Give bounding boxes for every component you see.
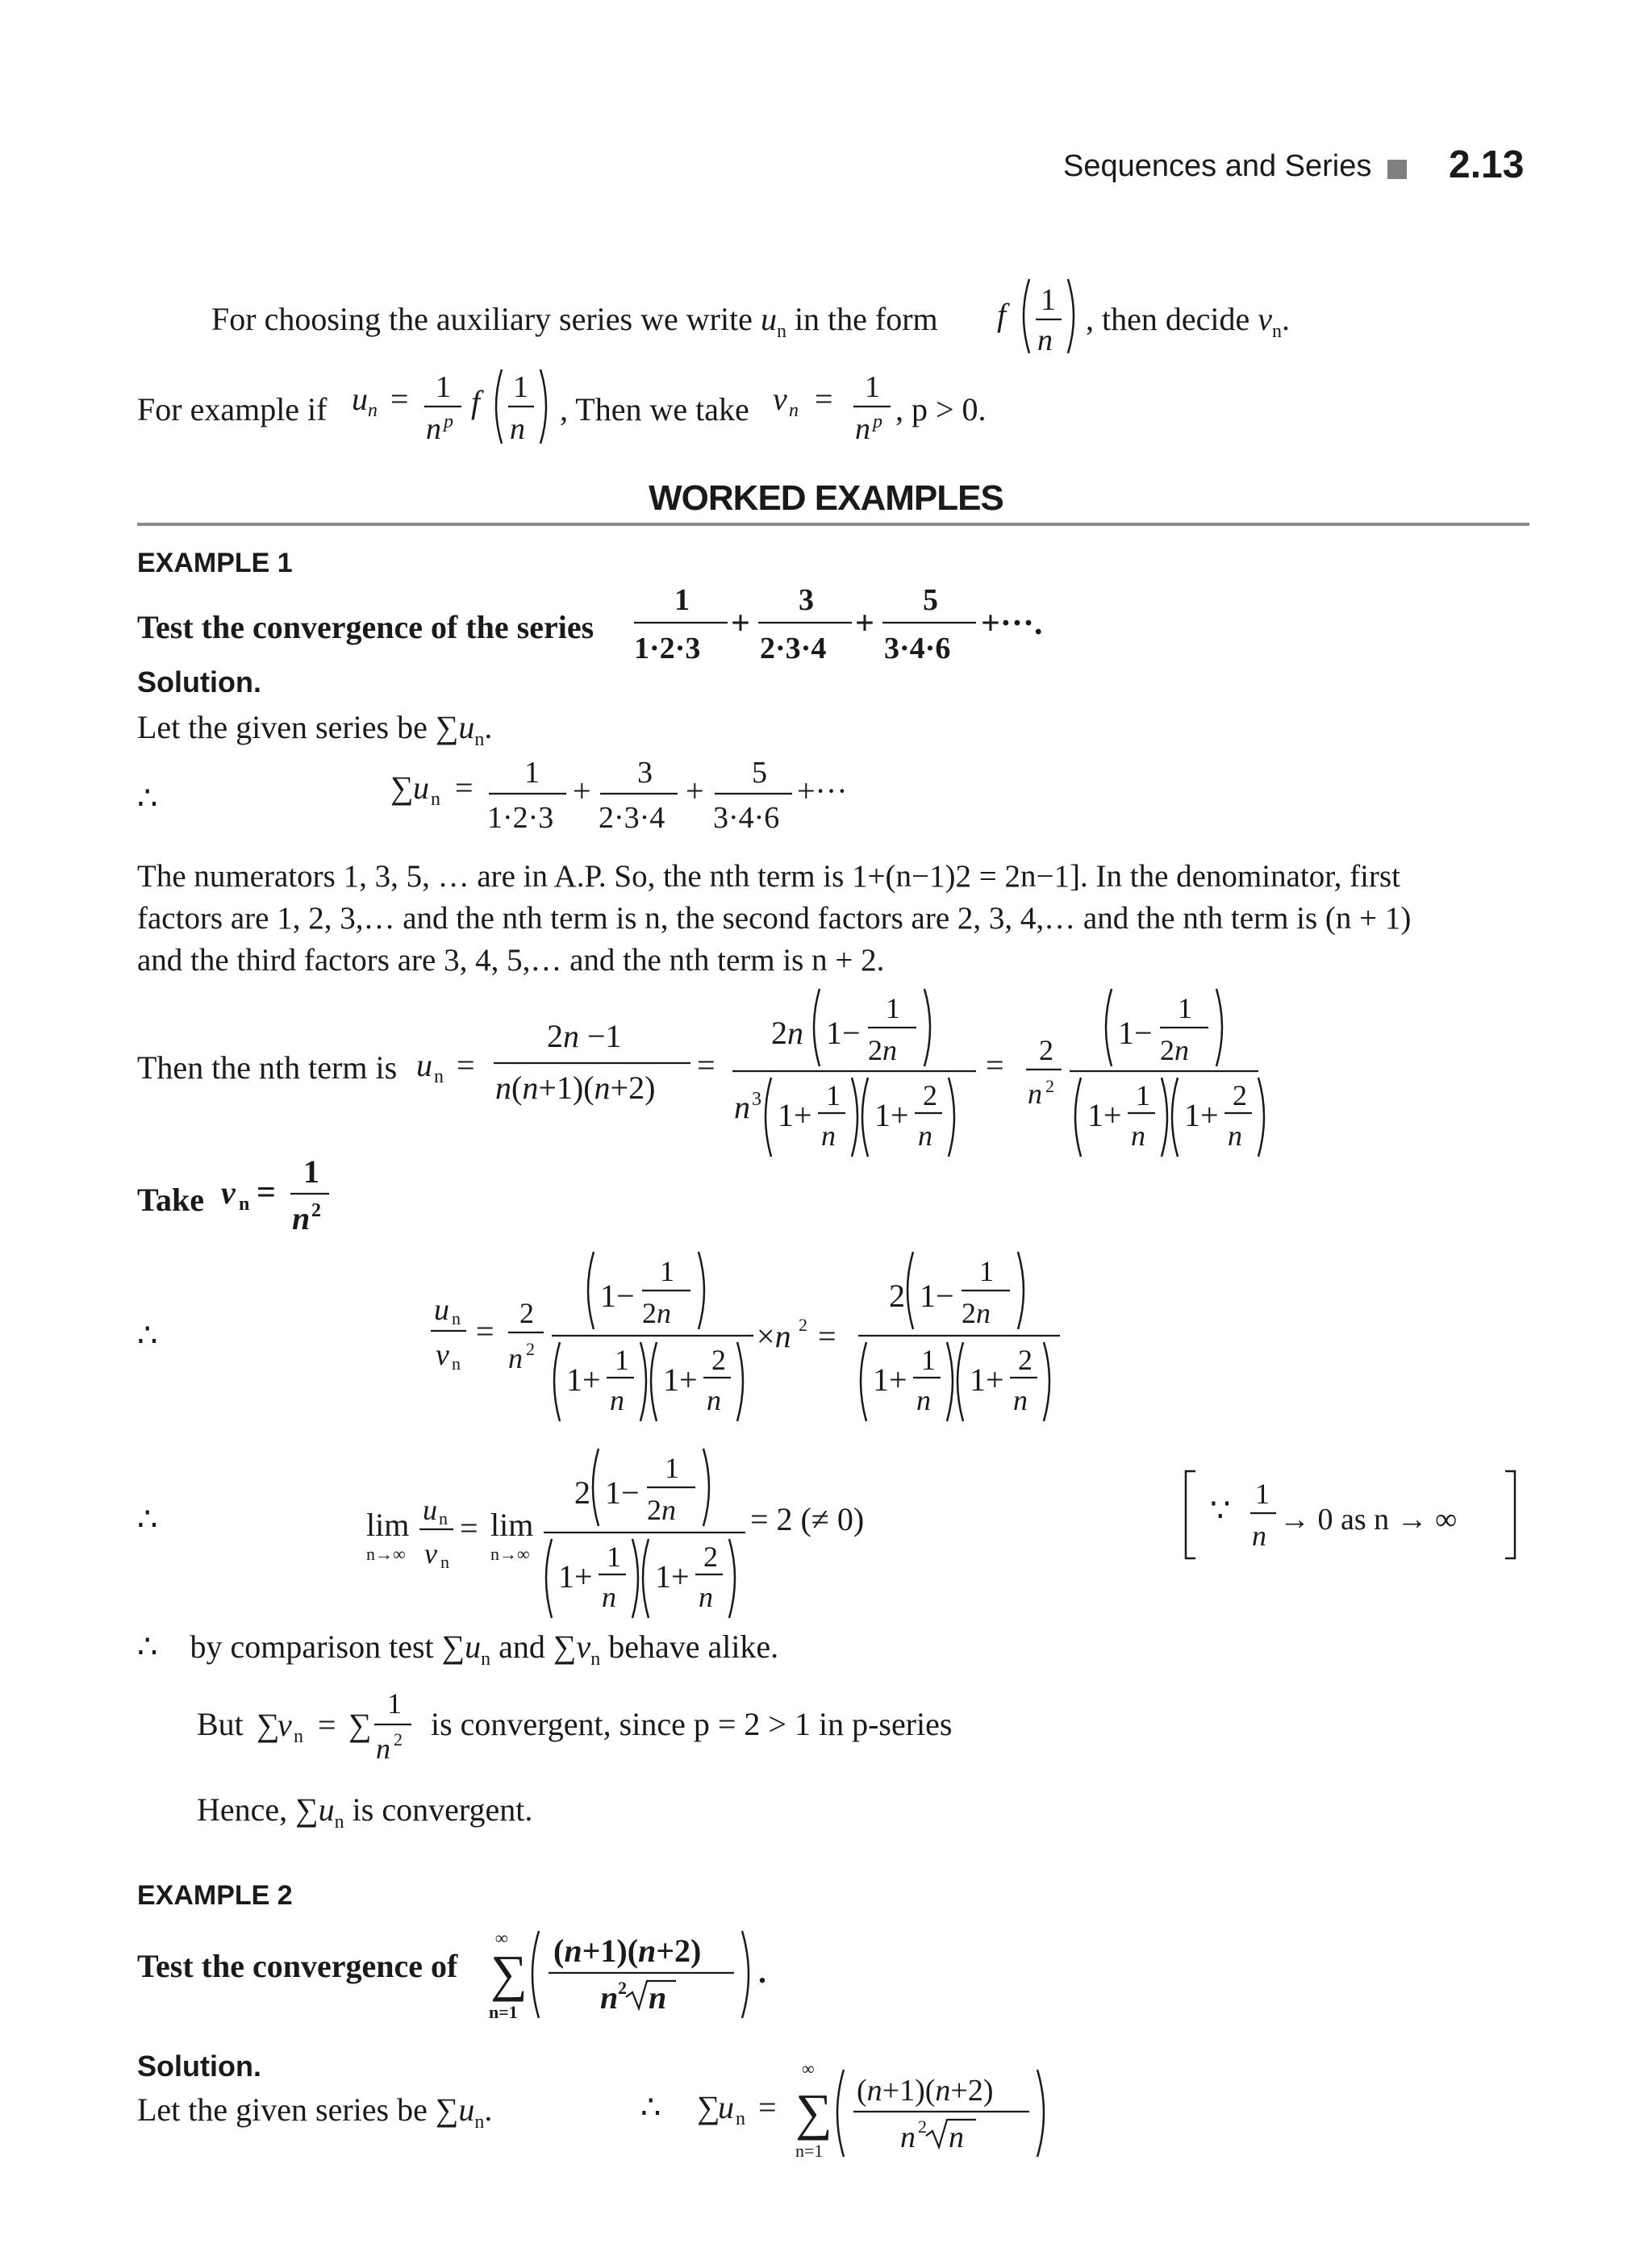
svg-text:n=1: n=1 [795,2141,824,2161]
svg-text:+: + [855,605,874,642]
svg-text:3: 3 [799,583,814,617]
svg-text:n: n [426,412,441,446]
svg-text:∞: ∞ [495,1928,508,1948]
svg-text:2: 2 [526,1339,535,1359]
svg-text:2n: 2n [771,1015,803,1051]
hence-line: Hence, $\sum u_n$ is convergent. [197,1791,533,1833]
svg-text:2: 2 [311,1200,321,1221]
svg-text:∴: ∴ [640,2089,661,2125]
svg-text:×n: ×n [757,1318,791,1354]
intro-line-2-mid: , Then we take [560,391,749,427]
svg-text:∵: ∵ [1210,1492,1231,1528]
therefore-2: ∴ [137,1317,158,1353]
svg-text:2: 2 [519,1297,534,1329]
svg-text:2·3·4: 2·3·4 [760,632,827,665]
svg-text:2: 2 [1018,1344,1032,1376]
svg-text:2: 2 [574,1474,590,1511]
example-1-solution-label: Solution. [137,665,261,698]
svg-text:=: = [818,1318,836,1354]
svg-text:1−: 1− [826,1015,861,1051]
svg-text:u: u [413,769,429,806]
example-2-solution-label: Solution. [137,2050,261,2083]
svg-text:n: n [900,2120,916,2154]
svg-text:2: 2 [1045,1076,1054,1096]
svg-text:v: v [277,1707,292,1743]
intro-un-formula [348,363,590,460]
svg-text:p: p [444,411,453,432]
svg-text:+···: +··· [797,773,848,809]
svg-text:1: 1 [513,370,528,404]
svg-text:u: u [434,1293,449,1327]
svg-text:+: + [573,773,591,809]
un-over-vn-ratio [428,1236,1089,1429]
therefore-3: ∴ [137,1501,158,1537]
svg-text:=: = [986,1047,1004,1083]
svg-text:n: n [736,2108,745,2129]
svg-text:+: + [731,605,750,642]
svg-text:n: n [452,1308,461,1328]
svg-text:1: 1 [1178,992,1192,1024]
svg-text:3·4·6: 3·4·6 [884,632,951,665]
svg-text:u: u [423,1494,437,1526]
svg-text:n: n [1252,1520,1266,1552]
svg-text:n: n [1013,1384,1028,1416]
example-2-sum-un [637,2055,1073,2176]
example-1-para-1: The numerators 1, 3, 5, … are in A.P. So, the nth term is 1+(n−1)2 = 2n−1]. In the denominator, first [137,859,1400,894]
svg-text:n: n [855,412,870,446]
svg-text:n: n [239,1194,250,1215]
svg-text:2: 2 [918,2116,927,2137]
svg-text:n: n [610,1384,624,1416]
svg-text:1: 1 [1041,283,1056,317]
svg-text:1: 1 [979,1255,994,1287]
svg-text:1: 1 [387,1687,402,1720]
svg-text:1−: 1− [1118,1015,1153,1051]
svg-text:2n: 2n [642,1297,671,1329]
svg-text:n: n [1028,1078,1042,1110]
svg-text:1+: 1+ [1184,1097,1219,1133]
svg-text:1: 1 [1255,1478,1270,1510]
svg-text:=: = [758,2089,777,2125]
section-title: WORKED EXAMPLES [649,478,1003,518]
svg-text:2n −1: 2n −1 [547,1018,622,1054]
svg-text:+···.: +···. [981,605,1043,642]
svg-text:∑: ∑ [390,769,414,806]
svg-text:(n+1)(n+2): (n+1)(n+2) [553,1933,702,1969]
svg-text:1+: 1+ [566,1362,601,1398]
svg-text:=: = [257,1174,276,1211]
example-1-sum-un [387,750,887,847]
svg-text:=: = [697,1047,715,1083]
svg-text:v: v [773,381,787,417]
svg-text:1+: 1+ [873,1362,907,1398]
svg-text:n: n [789,400,799,421]
svg-text:∑: ∑ [697,2089,720,2125]
svg-text:v: v [436,1338,449,1372]
svg-text:1+: 1+ [1087,1097,1122,1133]
svg-text:1+: 1+ [558,1558,593,1595]
svg-text:2: 2 [1233,1079,1247,1111]
example-1-para-3: and the third factors are 3, 4, 5,… and the nth term is n + 2. [137,943,885,978]
svg-text:1−: 1− [920,1278,954,1314]
svg-text:=: = [460,1510,478,1546]
svg-text:p: p [873,411,882,432]
svg-text:2: 2 [703,1541,718,1573]
svg-text:n: n [510,412,525,446]
svg-text:n: n [508,1342,523,1374]
svg-text:=: = [318,1707,336,1743]
svg-text:2: 2 [711,1344,726,1376]
svg-text:=: = [390,381,409,417]
svg-text:n: n [294,1726,303,1747]
svg-text:2n: 2n [647,1494,676,1526]
svg-text:1−: 1− [600,1278,635,1314]
svg-text:2: 2 [799,1315,807,1335]
take-label: Take [137,1182,205,1218]
svg-text:3·4·6: 3·4·6 [713,801,780,835]
svg-text:2n: 2n [868,1034,897,1066]
svg-text:1: 1 [674,583,690,617]
svg-text:lim: lim [490,1507,534,1543]
intro-line-1: For choosing the auxiliary series we write $u_n$ in the form [211,301,938,342]
svg-text:n: n [368,400,378,421]
take-vn-formula [218,1145,363,1258]
example-2-let: Let the given series be $\sum u_n$. [137,2091,493,2133]
therefore-1: ∴ [137,780,158,816]
svg-text:=: = [476,1313,494,1349]
svg-text:2: 2 [394,1729,403,1749]
svg-text:n(n+1)(n+2): n(n+1)(n+2) [495,1070,656,1106]
svg-text:=: = [455,769,473,806]
svg-text:+: + [686,773,704,809]
running-title: Sequences and Series [1063,149,1372,183]
svg-text:1: 1 [886,992,900,1024]
svg-text:n: n [918,1120,932,1152]
svg-text:.: . [758,1954,766,1990]
svg-text:1−: 1− [605,1474,640,1511]
svg-text:∞: ∞ [802,2058,815,2079]
svg-text:n: n [821,1120,836,1152]
example-1-series [629,581,1081,678]
svg-text:n: n [949,2120,964,2154]
svg-text:1: 1 [826,1079,841,1111]
example-1-nth-term [411,976,1299,1170]
limit-expression [363,1432,766,1626]
example-1-label: EXAMPLE 1 [137,548,293,578]
svg-text:n: n [1131,1120,1145,1152]
svg-text:2n: 2n [1160,1034,1189,1066]
since-note-text: → 0 as n → ∞ [1279,1503,1458,1537]
svg-text:n: n [1228,1120,1242,1152]
svg-text:1: 1 [615,1344,629,1376]
sum-vn-formula [253,1674,431,1771]
but-label: But [197,1706,244,1742]
svg-text:1·2·3: 1·2·3 [634,632,701,665]
example-1-let: Let the given series be $\sum u_n$. [137,709,493,750]
svg-text:n: n [699,1581,713,1613]
svg-text:1+: 1+ [655,1558,690,1595]
svg-text:1: 1 [865,370,880,404]
example-2-question: Test the convergence of [137,1948,458,1984]
page-number: 2.13 [1449,144,1525,186]
svg-text:n=1: n=1 [489,2002,518,2022]
svg-text:f: f [471,384,481,420]
then-nth-term-label: Then the nth term is [137,1049,398,1086]
svg-text:2: 2 [889,1278,905,1314]
svg-text:v: v [424,1537,437,1570]
svg-text:1: 1 [607,1541,621,1573]
svg-text:2n: 2n [962,1297,991,1329]
svg-text:=: = [457,1047,475,1083]
svg-text:n: n [452,1353,461,1374]
svg-text:u: u [352,381,368,417]
svg-text:n: n [649,1979,667,2016]
svg-text:n: n [734,1089,750,1125]
svg-text:1: 1 [436,370,451,404]
svg-text:∑: ∑ [348,1707,372,1743]
svg-text:1: 1 [660,1255,674,1287]
svg-text:(n+1)(n+2): (n+1)(n+2) [857,2074,994,2108]
example-2-label: EXAMPLE 2 [137,1880,293,1911]
svg-text:n: n [431,789,440,810]
svg-text:u: u [416,1047,432,1083]
svg-text:n: n [916,1384,931,1416]
svg-text:3: 3 [637,756,653,790]
svg-text:1: 1 [524,756,540,790]
svg-text:3: 3 [752,1089,761,1110]
svg-text:n: n [292,1200,311,1236]
svg-text:5: 5 [923,583,938,617]
svg-text:n: n [440,1552,449,1572]
svg-text:1+: 1+ [778,1097,812,1133]
svg-text:u: u [718,2089,734,2125]
comparison-line: ∴ by comparison test $\sum u_n$ and $\sum v_n$ behave alike. [137,1628,779,1670]
svg-text:n: n [439,1508,448,1528]
svg-text:∑: ∑ [795,2083,832,2141]
svg-text:n: n [1037,323,1053,357]
svg-text:n→∞: n→∞ [366,1544,406,1564]
svg-text:2: 2 [618,1978,627,1998]
svg-text:1+: 1+ [874,1097,909,1133]
svg-text:v: v [221,1174,236,1211]
svg-text:n: n [600,1979,619,2016]
svg-text:1: 1 [921,1344,936,1376]
svg-text:n: n [602,1581,616,1613]
svg-text:5: 5 [752,756,767,790]
header-square-marker [1387,160,1407,179]
svg-text:1+: 1+ [970,1362,1004,1398]
svg-text:∑: ∑ [490,1945,528,2002]
svg-text:lim: lim [366,1507,410,1543]
svg-text:n: n [376,1733,390,1765]
limit-result: = 2 (≠ 0) [750,1501,865,1537]
svg-text:n→∞: n→∞ [490,1544,530,1564]
example-2-series [487,1924,794,2037]
convergent-text: is convergent, since p = 2 > 1 in p-series [431,1706,953,1742]
intro-line-2-prefix: For example if [137,391,327,427]
section-rule [137,523,1529,526]
example-1-question: Test the convergence of the series [137,609,594,645]
svg-text:1: 1 [1136,1079,1150,1111]
example-1-para-2: factors are 1, 2, 3,… and the nth term is n, the second factors are 2, 3, 4,… and the nth term is (n + 1) [137,901,1412,936]
svg-text:1: 1 [665,1452,679,1484]
svg-text:f: f [997,297,1007,333]
svg-text:n: n [707,1384,721,1416]
svg-text:2: 2 [923,1079,937,1111]
svg-text:n: n [434,1066,444,1087]
intro-line-1-suffix: , then decide $v_n$. [1086,301,1291,342]
intro-line-2-suffix: , p > 0. [895,391,987,427]
svg-text:1: 1 [303,1153,319,1190]
svg-text:1·2·3: 1·2·3 [487,801,554,835]
svg-text:=: = [815,381,833,417]
svg-text:2: 2 [1039,1034,1053,1066]
svg-text:∑: ∑ [257,1707,280,1743]
svg-text:2·3·4: 2·3·4 [599,801,665,835]
svg-text:1+: 1+ [663,1362,698,1398]
